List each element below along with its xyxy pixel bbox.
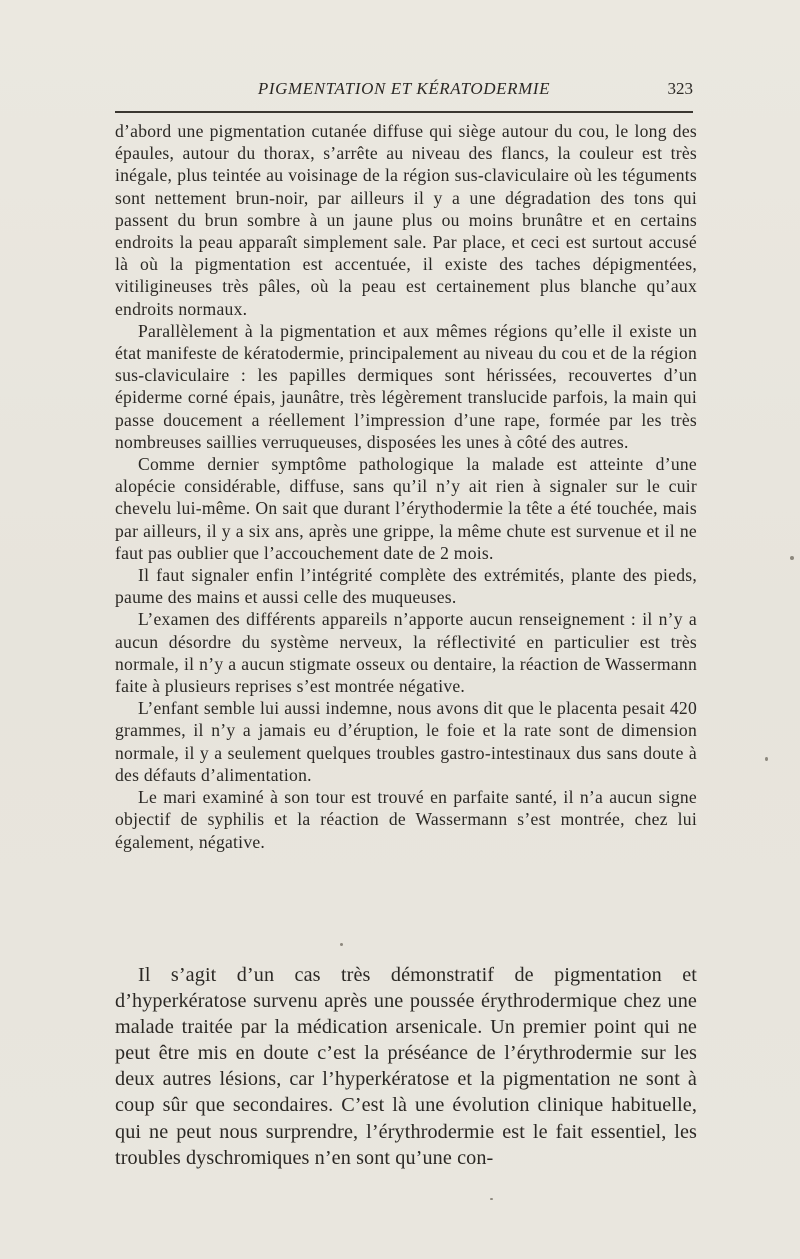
running-head <box>115 76 693 104</box>
paragraph-discussion: Il s’agit d’un cas très démonstratif de pigmentation et d’hyperkératose survenu après une poussée érythrodermique chez une malade traitée par la médication arsenicale. Un premier point qui ne peut être mis en doute c’est la préséance de l’érythrodermie sur les deux autres lésions, car l’hyperkératose et la pigmentation ne sont à coup sûr que secondaires. C’est là une évolution clinique habituelle, qui ne peut nous surprendre, l’érythrodermie est le fait essentiel, les troubles dyschromiques n’en sont qu’une con- <box>115 964 697 1169</box>
paragraph-pigmentation: d’abord une pigmentation cutanée diffuse qui siège autour du cou, le long des épaules, autour du thorax, s’arrête au niveau des flancs, la couleur est très inégale, plus teintée au voisinage de la région sus-claviculaire où les téguments sont nettement brun-noir, par ailleurs il y a une dégradation des tons qui passent du brun sombre à un jaune plus ou moins brunâtre et en certains endroits la peau apparaît simplement sale. Par place, et ceci est surtout accusé là où la pigmentation est accentuée, il existe des taches dépigmentées, vitiligineuses très pâles, où la peau est certainement plus blanche qu’aux endroits normaux. <box>115 121 697 319</box>
page-number: 323 <box>667 79 693 98</box>
paragraph-extremites: Il faut signaler enfin l’intégrité complète des extrémités, plante des pieds, paume des mains et aussi celle des muqueuses. <box>115 565 697 608</box>
paragraph-examen: L’examen des différents appareils n’apporte aucun renseignement : il n’y a aucun désordre du système nerveux, la réflectivité en particulier est très normale, il n’y a aucun stigmate osseux ou dentaire, la réaction de Wassermann faite à plusieurs reprises s’est montrée négative. <box>115 609 697 697</box>
paragraph-alopecie: Comme dernier symptôme pathologique la malade est atteinte d’une alopécie considérable, diffuse, sans qu’il n’y ait rien à signaler sur le cuir chevelu lui-même. On sait que durant l’érythodermie la tête a été touchée, mais par ailleurs, il y a six ans, après une grippe, la même chute est survenue et il ne faut pas oublier que l’accouchement date de 2 mois. <box>115 454 697 563</box>
paper-speck <box>765 757 768 761</box>
discussion-text <box>115 962 697 1171</box>
paper-speck <box>490 1198 493 1200</box>
paragraph-mari: Le mari examiné à son tour est trouvé en parfaite santé, il n’a aucun signe objectif de syphilis et la réaction de Wassermann s’est montrée, chez lui également, négative. <box>115 787 697 852</box>
paragraph-keratodermie: Parallèlement à la pigmentation et aux mêmes régions qu’elle il existe un état manifeste de kératodermie, principalement au niveau du cou et de la région sus-claviculaire : les papilles dermiques sont hérissées, recouvertes d’un épiderme corné épais, jaunâtre, très légèrement translucide parfois, la main qui passe doucement a réellement l’impression d’une rape, formée par les très nombreuses saillies verruqueuses, disposées les unes à côté des autres. <box>115 320 697 452</box>
paper-speck <box>340 943 343 946</box>
running-title: PIGMENTATION ET KÉRATODERMIE <box>257 79 551 98</box>
header-rule <box>115 111 693 113</box>
case-report-text <box>115 120 697 853</box>
paper-speck <box>790 556 794 560</box>
paragraph-enfant: L’enfant semble lui aussi indemne, nous avons dit que le placenta pesait 420 grammes, il n’y a jamais eu d’éruption, le foie et la rate sont de dimension normale, il y a seulement quelques troubles gastro-intestinaux dus sans doute à des défauts d’alimentation. <box>115 698 697 785</box>
